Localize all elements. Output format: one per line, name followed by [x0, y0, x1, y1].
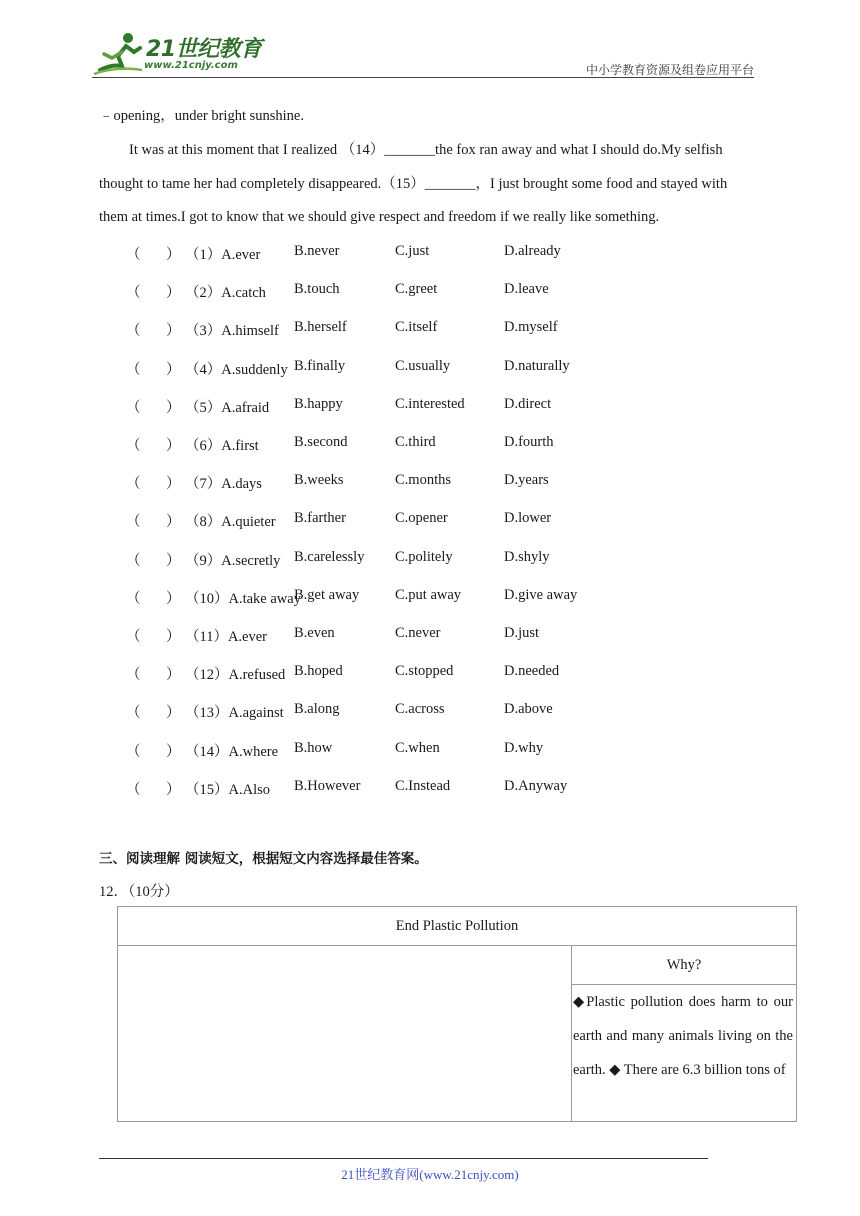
answer-paren-open: （ — [126, 629, 141, 645]
table-left-cell — [118, 945, 572, 1121]
option-b: B.never — [294, 243, 340, 259]
option-b: B.weeks — [294, 472, 344, 489]
passage-line-1: ﹣opening，under bright sunshine. — [99, 108, 304, 124]
option-b: B.how — [294, 739, 333, 756]
answer-paren-close: ） — [166, 590, 181, 607]
option-d: D.years — [504, 472, 549, 489]
answer-paren-close: ） — [166, 552, 181, 569]
logo-url: www.21cnjy.com — [144, 60, 238, 71]
option-b: B.along — [294, 701, 340, 718]
option-c: C.put away — [395, 586, 462, 603]
option-c: C.when — [395, 739, 440, 756]
answer-paren-open: （ — [126, 514, 141, 531]
question-12-label: 12．（10分） — [99, 884, 179, 900]
option-a: （11）A.ever — [185, 629, 268, 645]
option-d: D.already — [504, 243, 561, 259]
option-d: D.shyly — [504, 548, 550, 565]
answer-paren-close: ） — [166, 438, 181, 454]
option-a: （8）A.quieter — [185, 514, 276, 531]
logo-text: 21世纪教育 — [146, 37, 262, 62]
option-b: B.get away — [294, 586, 360, 603]
option-d: D.fourth — [504, 434, 554, 450]
answer-paren-close: ） — [166, 361, 181, 378]
option-c: C.stopped — [395, 663, 454, 680]
option-d: D.leave — [504, 281, 549, 298]
answer-paren-close: ） — [166, 743, 181, 760]
answer-paren-open: （ — [126, 323, 141, 340]
answer-paren-close: ） — [166, 323, 181, 340]
answer-paren-open: （ — [126, 743, 141, 760]
option-d: D.just — [504, 625, 540, 641]
option-a: （15）A.Also — [185, 781, 270, 798]
option-a: （3）A.himself — [185, 323, 279, 340]
table-why-header: Why? — [572, 945, 796, 985]
option-a: （6）A.first — [185, 438, 259, 454]
answer-paren-close: ） — [166, 476, 181, 493]
option-a: （5）A.afraid — [185, 399, 270, 416]
option-a: （1）A.ever — [185, 247, 261, 263]
table-title: End Plastic Pollution — [118, 907, 796, 946]
option-c: C.itself — [395, 319, 438, 336]
footer-divider — [99, 1158, 708, 1159]
passage-line-4: them at times.I got to know that we should give respect and freedom if we really like something. — [99, 209, 660, 225]
answer-paren-open: （ — [126, 285, 141, 302]
answer-paren-close: ） — [166, 667, 181, 684]
option-c: C.usually — [395, 357, 451, 374]
answer-paren-close: ） — [166, 705, 181, 722]
answer-paren-open: （ — [126, 476, 141, 493]
option-b: B.farther — [294, 510, 346, 527]
option-c: C.interested — [395, 395, 465, 412]
option-d: D.above — [504, 701, 553, 718]
option-c: C.never — [395, 625, 441, 641]
option-c: C.politely — [395, 548, 453, 565]
section-title: 三、阅读理解 阅读短文，根据短文内容选择最佳答案。 — [99, 851, 428, 867]
option-d: D.direct — [504, 395, 552, 412]
option-a: （12）A.refused — [185, 667, 286, 684]
footer-text: 21世纪教育网(www.21cnjy.com) — [341, 1167, 519, 1182]
answer-paren-open: （ — [126, 667, 141, 684]
option-b: B.even — [294, 625, 335, 641]
option-c: C.months — [395, 472, 451, 489]
option-a: （13）A.against — [185, 705, 284, 722]
option-b: B.second — [294, 434, 348, 450]
option-a: （9）A.secretly — [185, 552, 281, 569]
header-platform-name: 中小学教育资源及组卷应用平台 — [585, 63, 754, 77]
header-logo — [92, 30, 262, 78]
answer-paren-open: （ — [126, 361, 141, 378]
answer-paren-open: （ — [126, 552, 141, 569]
option-c: C.greet — [395, 281, 438, 298]
option-a: （7）A.days — [185, 476, 262, 493]
answer-paren-close: ） — [166, 514, 181, 531]
header-divider — [92, 77, 754, 78]
option-c: C.third — [395, 434, 436, 450]
option-d: D.give away — [504, 586, 578, 603]
option-c: C.across — [395, 701, 445, 718]
option-d: D.why — [504, 739, 544, 756]
option-c: C.Instead — [395, 777, 451, 794]
option-b: B.herself — [294, 319, 347, 336]
answer-paren-open: （ — [126, 399, 141, 416]
answer-paren-close: ） — [166, 247, 181, 263]
option-b: B.touch — [294, 281, 340, 298]
passage-line-3: thought to tame her had completely disappeared.（15）_______，I just brought some food and stayed with — [99, 176, 728, 192]
option-b: B.hoped — [294, 663, 343, 680]
option-a: （4）A.suddenly — [185, 361, 288, 378]
option-d: D.naturally — [504, 357, 570, 374]
article-table — [117, 906, 797, 1122]
option-a: （14）A.where — [185, 743, 279, 760]
answer-paren-close: ） — [166, 781, 181, 798]
option-b: B.carelessly — [294, 548, 365, 565]
option-c: C.just — [395, 243, 430, 259]
table-why-body: ◆Plastic pollution does harm to our earth and many animals living on the earth. ◆ There are 6.3 billion tons of — [573, 994, 793, 1078]
answer-paren-open: （ — [126, 705, 141, 722]
answer-paren-open: （ — [126, 590, 141, 607]
option-d: D.needed — [504, 663, 560, 680]
option-b: B.finally — [294, 357, 346, 374]
option-d: D.myself — [504, 319, 558, 336]
option-a: （2）A.catch — [185, 285, 266, 302]
option-b: B.However — [294, 777, 361, 794]
runner-logo-icon — [92, 30, 144, 76]
option-b: B.happy — [294, 395, 343, 412]
answer-paren-close: ） — [166, 399, 181, 416]
answer-paren-close: ） — [166, 629, 181, 645]
option-d: D.lower — [504, 510, 552, 527]
answer-paren-open: （ — [126, 438, 141, 454]
answer-paren-close: ） — [166, 285, 181, 302]
option-a: （10）A.take away — [185, 590, 301, 607]
option-d: D.Anyway — [504, 777, 568, 794]
option-c: C.opener — [395, 510, 448, 527]
passage-line-2: It was at this moment that I realized （14）_______the fox ran away and what I should do.My selfish — [129, 142, 723, 158]
answer-paren-open: （ — [126, 781, 141, 798]
answer-paren-open: （ — [126, 247, 141, 263]
